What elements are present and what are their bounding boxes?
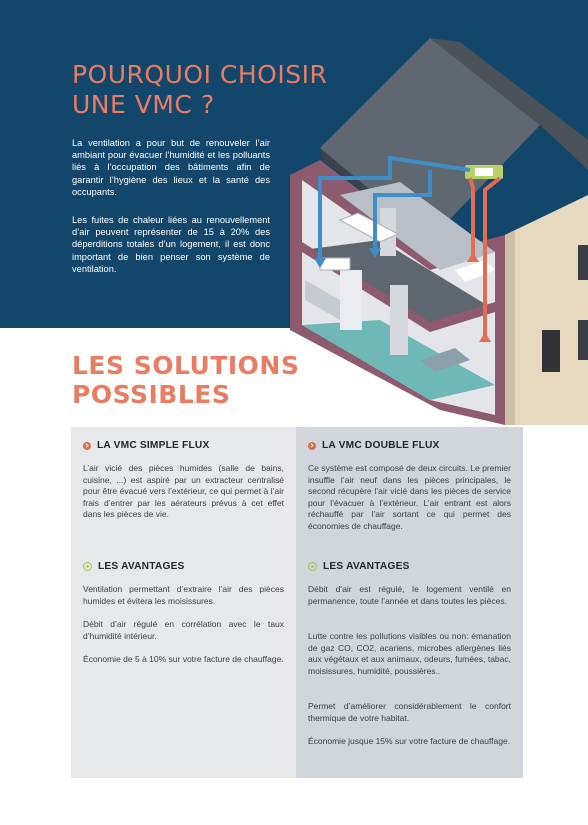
double-flux-description: Ce système est composé de deux circuits. Le premier insuffle l’air neuf dans les pièces principales, le second récupère l’air vicié dans les pièces de service pour l’évacuer à l’extérieur. L’air entrant est alors réchauffé par l’air sortant ce qui permet des économies de chauffage. (308, 463, 511, 531)
simple-flux-advantage-1: Ventilation permettant d’extraire l’air des pièces humides et évitera les moisissures. (83, 584, 284, 606)
simple-flux-advantage-3: Économie de 5 à 10% sur votre facture de chauffage. (83, 654, 284, 664)
simple-flux-heading-label: LA VMC SIMPLE FLUX (97, 440, 210, 451)
chevron-right-circle-icon (308, 442, 316, 450)
double-flux-panel (296, 427, 523, 778)
double-flux-advantage-2: Lutte contre les pollutions visibles ou non: émanation de gaz CO, CO2, acariens, microbes allergènes liés aux végétaux et aux animaux, odeurs, fumées, tabac, moisissures, humidité, poussières.. (308, 631, 511, 676)
simple-flux-heading (83, 440, 209, 451)
plus-circle-icon (83, 562, 92, 571)
double-flux-heading-label: LA VMC DOUBLE FLUX (322, 440, 440, 451)
double-flux-advantages-heading (308, 561, 410, 572)
simple-flux-panel (71, 427, 296, 778)
hero-title: POURQUOI CHOISIR UNE VMC ? (72, 60, 328, 119)
plus-circle-icon (308, 562, 317, 571)
double-flux-advantages-label: LES AVANTAGES (323, 561, 410, 572)
simple-flux-advantages-label: LES AVANTAGES (98, 561, 185, 572)
double-flux-advantage-3: Permet d’améliorer considérablement le confort thermique de votre habitat. (308, 701, 511, 723)
hero-paragraph-1: La ventilation a pour but de renouveler l’air ambiant pour évacuer l’humidité et les polluants liés à l’occupation des bâtiments afin de garantir l’hygiène des lieux et la santé des occupants. (72, 138, 270, 197)
simple-flux-advantage-2: Débit d’air régulé en corrélation avec le taux d’humidité intérieur. (83, 619, 284, 641)
chevron-right-circle-icon (83, 442, 91, 450)
double-flux-advantage-1: Débit d’air est régulé, le logement ventilé en permanence, toute l’année et dans toutes les pièces. (308, 584, 511, 606)
double-flux-heading (308, 440, 440, 451)
section-title: LES SOLUTIONS POSSIBLES (72, 351, 300, 409)
simple-flux-advantages-heading (83, 561, 185, 572)
simple-flux-description: L’air vicié des pièces humides (salle de bains, cuisine, ...) est aspiré par un extracteur centralisé pour être évacué vers l’extérieur, ce qui permet à l’air frais d’entrer par les aérateurs prévus à cet effet dans les pièces de vie. (83, 463, 284, 520)
double-flux-advantage-4: Économie jusque 15% sur votre facture de chauffage. (308, 736, 511, 746)
hero-paragraph-2: Les fuites de chaleur liées au renouvellement d’air peuvent représenter de 15 à 20% des déperditions totales d’un logement, il est donc important de bien penser son système de ventilation. (72, 215, 270, 274)
